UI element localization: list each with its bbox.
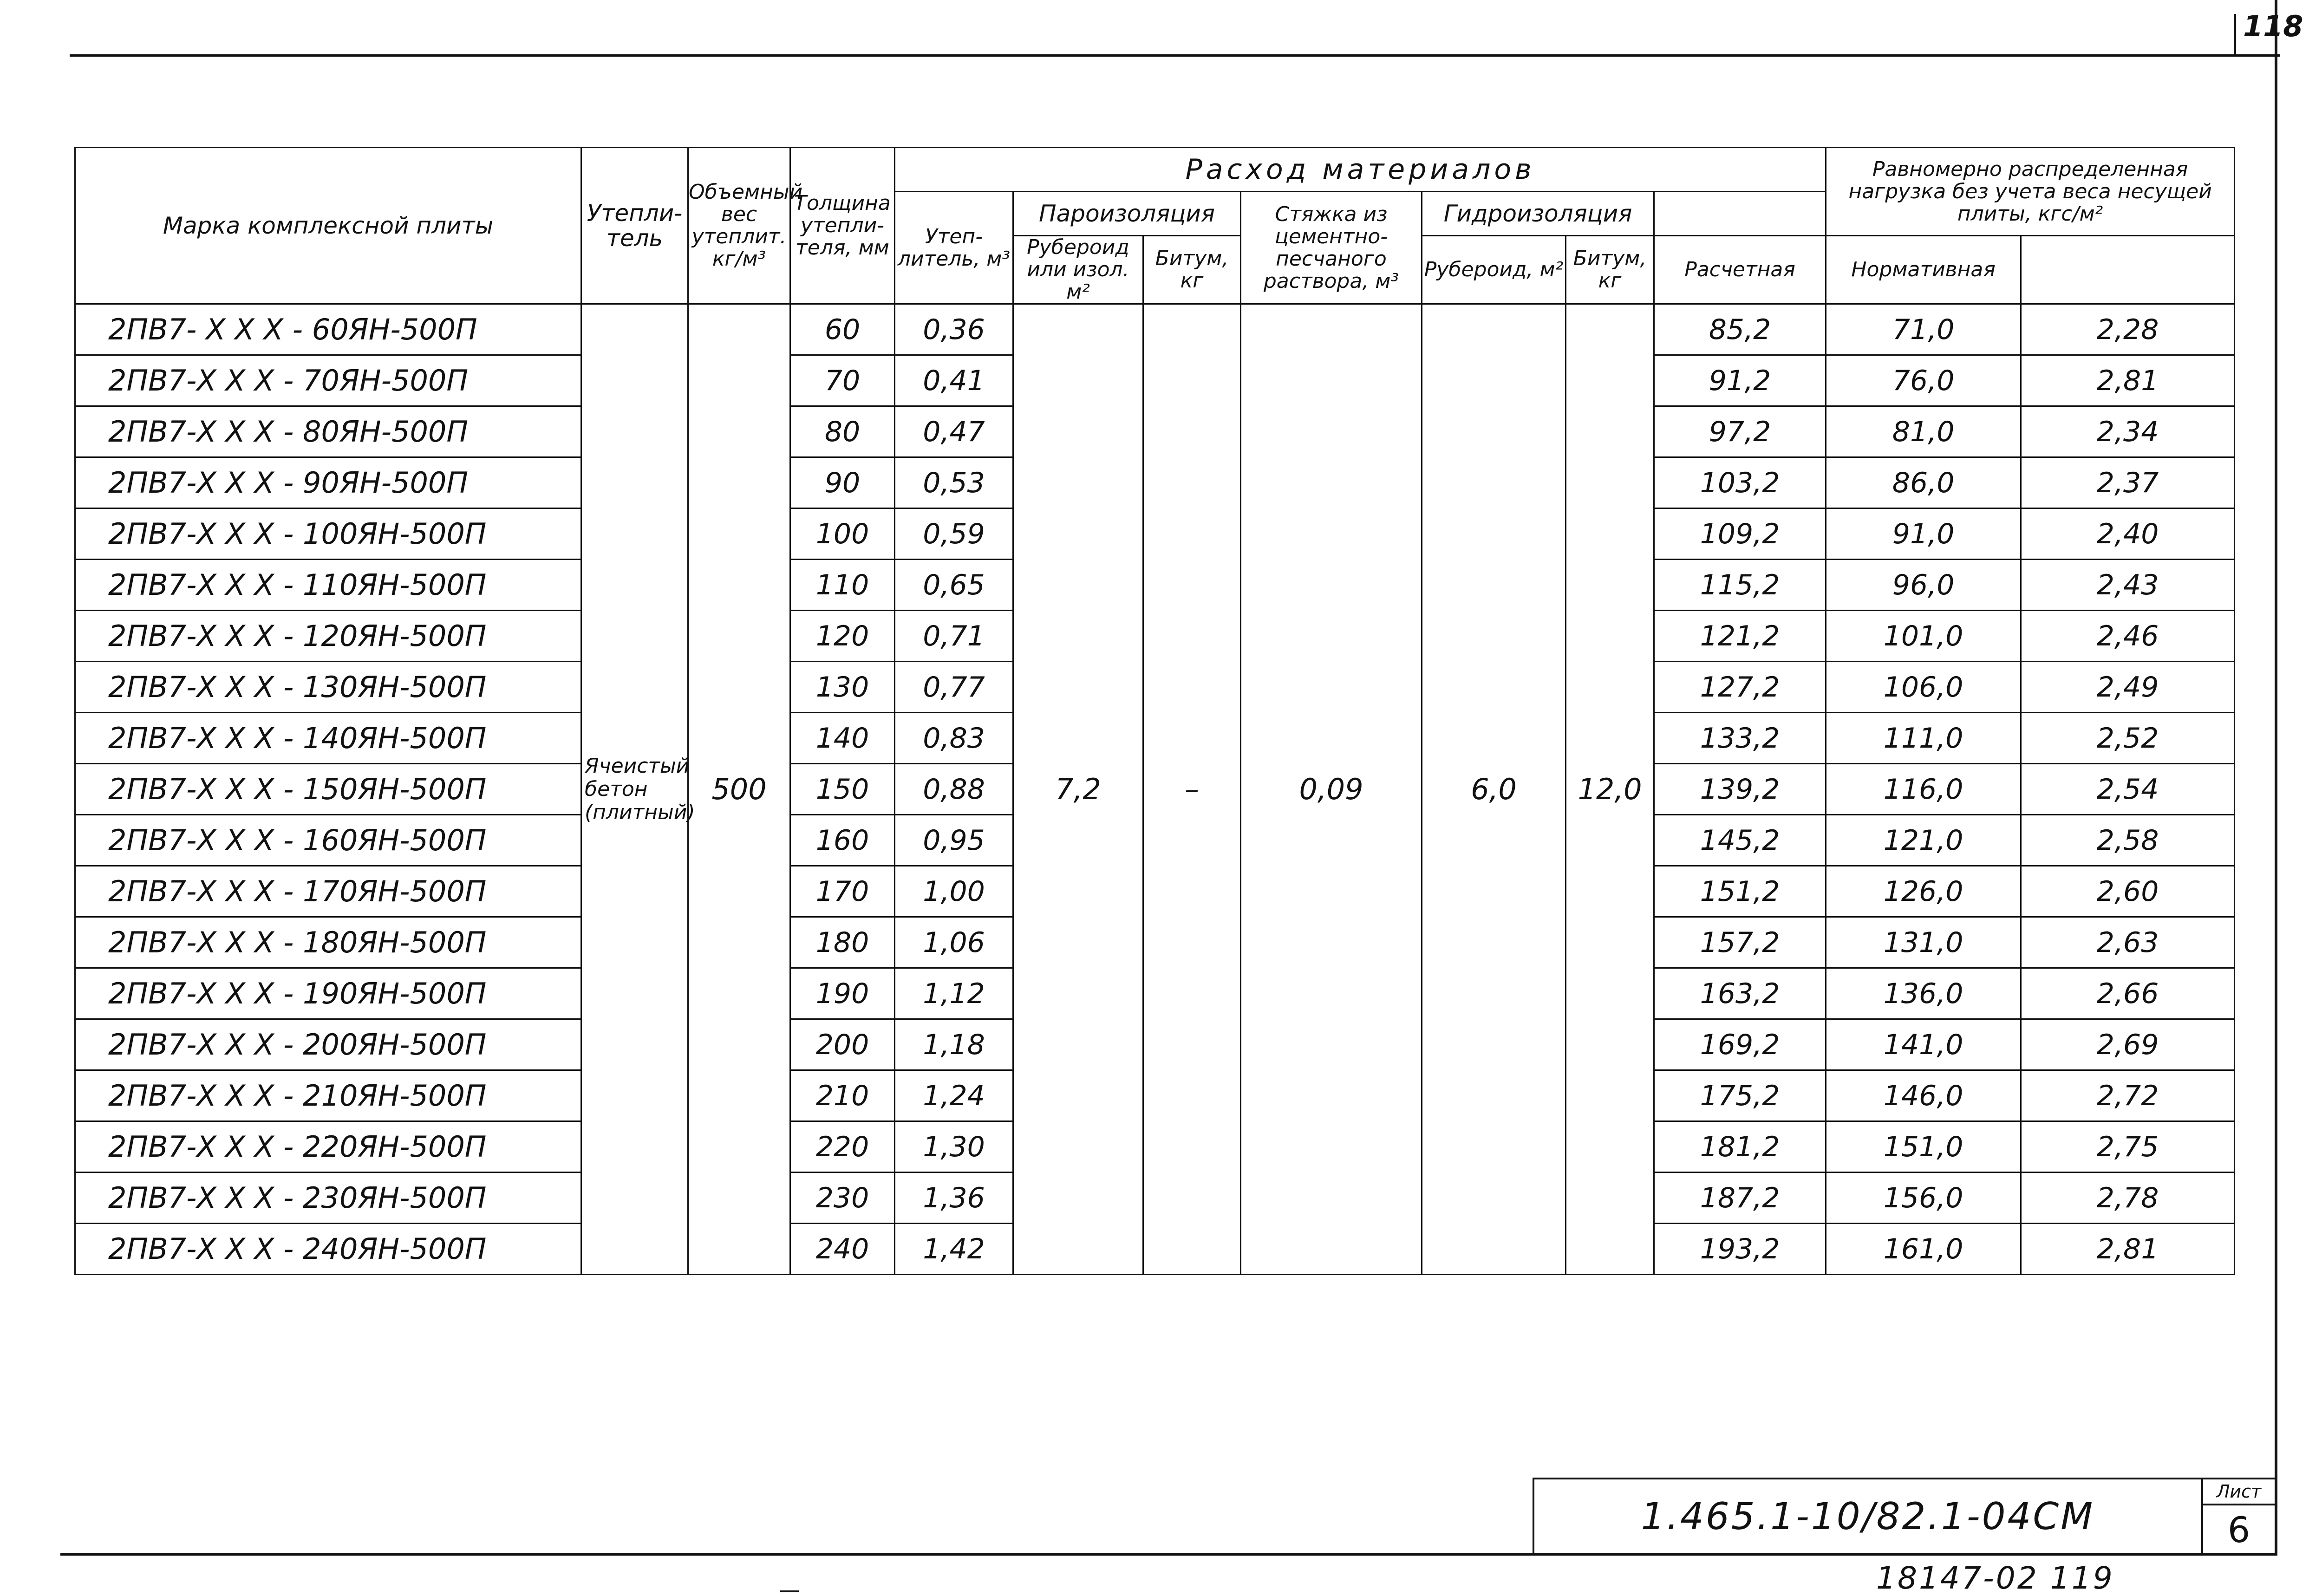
cell-thickness: 220 bbox=[790, 1121, 895, 1173]
cell-mark: 2ПВ7-X X X - 240ЯН-500П bbox=[75, 1224, 581, 1275]
cell-volume: 0,53 bbox=[895, 457, 1013, 508]
cell-mark: 2ПВ7-X X X - 170ЯН-500П bbox=[75, 866, 581, 917]
cell-load-normative: 111,0 bbox=[1826, 713, 2021, 764]
cell-volume: 0,47 bbox=[895, 406, 1013, 457]
cell-load-design: 157,2 bbox=[1654, 917, 1826, 968]
cell-mass: 2,37 bbox=[2021, 457, 2235, 508]
header-mark: Марка комплексной плиты bbox=[75, 148, 581, 304]
sheet-box bbox=[2201, 1478, 2276, 1555]
cell-mark: 2ПВ7-X X X - 220ЯН-500П bbox=[75, 1121, 581, 1173]
cell-volume: 0,95 bbox=[895, 815, 1013, 866]
cell-thickness: 160 bbox=[790, 815, 895, 866]
cell-mass: 2,72 bbox=[2021, 1070, 2235, 1121]
cell-load-normative: 86,0 bbox=[1826, 457, 2021, 508]
bottom-frame-line bbox=[60, 1553, 2276, 1556]
top-frame-line bbox=[70, 54, 2280, 57]
cell-load-normative: 151,0 bbox=[1826, 1121, 2021, 1173]
cell-volume: 1,00 bbox=[895, 866, 1013, 917]
cell-load-design: 91,2 bbox=[1654, 355, 1826, 406]
cell-load-design: 109,2 bbox=[1654, 508, 1826, 560]
header-hydro-group: Гидроизоляция bbox=[1422, 192, 1654, 236]
header-thickness: Толщина утепли-теля, мм bbox=[790, 148, 895, 304]
cell-load-design: 193,2 bbox=[1654, 1224, 1826, 1275]
cell-load-normative: 161,0 bbox=[1826, 1224, 2021, 1275]
header-insul-volume: Утеп-литель, м³ bbox=[895, 192, 1013, 304]
cell-hydro-ruberoid: 6,0 bbox=[1422, 304, 1566, 1275]
cell-load-design: 145,2 bbox=[1654, 815, 1826, 866]
header-load-design: Расчетная bbox=[1654, 236, 1826, 304]
cell-load-normative: 121,0 bbox=[1826, 815, 2021, 866]
cell-volume: 0,36 bbox=[895, 304, 1013, 355]
cell-mass: 2,75 bbox=[2021, 1121, 2235, 1173]
cell-thickness: 120 bbox=[790, 611, 895, 662]
cell-thickness: 200 bbox=[790, 1019, 895, 1070]
cell-mark: 2ПВ7-X X X - 100ЯН-500П bbox=[75, 508, 581, 560]
cell-load-normative: 116,0 bbox=[1826, 764, 2021, 815]
cell-thickness: 180 bbox=[790, 917, 895, 968]
cell-thickness: 70 bbox=[790, 355, 895, 406]
cell-vapor-bitumen: – bbox=[1143, 304, 1241, 1275]
cell-load-design: 103,2 bbox=[1654, 457, 1826, 508]
cell-thickness: 80 bbox=[790, 406, 895, 457]
cell-volume: 1,18 bbox=[895, 1019, 1013, 1070]
cell-load-normative: 91,0 bbox=[1826, 508, 2021, 560]
cell-load-normative: 76,0 bbox=[1826, 355, 2021, 406]
cell-mark: 2ПВ7-X X X - 210ЯН-500П bbox=[75, 1070, 581, 1121]
cell-load-normative: 146,0 bbox=[1826, 1070, 2021, 1121]
table-body bbox=[75, 304, 2235, 1275]
header-vapor-bitumen: Битум, кг bbox=[1143, 236, 1241, 304]
cell-load-normative: 136,0 bbox=[1826, 968, 2021, 1019]
cell-mass: 2,63 bbox=[2021, 917, 2235, 968]
cell-thickness: 90 bbox=[790, 457, 895, 508]
cell-volume: 1,06 bbox=[895, 917, 1013, 968]
table-header bbox=[75, 148, 2235, 304]
cell-volume: 0,83 bbox=[895, 713, 1013, 764]
cell-mass: 2,46 bbox=[2021, 611, 2235, 662]
cell-load-normative: 126,0 bbox=[1826, 866, 2021, 917]
cell-mass: 2,40 bbox=[2021, 508, 2235, 560]
cell-hydro-bitumen: 12,0 bbox=[1566, 304, 1654, 1275]
cell-mark: 2ПВ7-X X X - 180ЯН-500П bbox=[75, 917, 581, 968]
cell-thickness: 210 bbox=[790, 1070, 895, 1121]
cell-mass: 2,54 bbox=[2021, 764, 2235, 815]
header-vapor-ruberoid: Рубероид или изол. м² bbox=[1013, 236, 1143, 304]
cell-load-normative: 81,0 bbox=[1826, 406, 2021, 457]
cell-mass: 2,43 bbox=[2021, 560, 2235, 611]
header-density: Объемный вес утеплит. кг/м³ bbox=[688, 148, 790, 304]
cell-thickness: 140 bbox=[790, 713, 895, 764]
cell-mass: 2,58 bbox=[2021, 815, 2235, 866]
cell-volume: 1,42 bbox=[895, 1224, 1013, 1275]
cell-load-design: 151,2 bbox=[1654, 866, 1826, 917]
cell-mark: 2ПВ7-X X X - 120ЯН-500П bbox=[75, 611, 581, 662]
cell-mark: 2ПВ7-X X X - 160ЯН-500П bbox=[75, 815, 581, 866]
cell-load-design: 181,2 bbox=[1654, 1121, 1826, 1173]
cell-volume: 0,88 bbox=[895, 764, 1013, 815]
cell-mark: 2ПВ7-X X X - 140ЯН-500П bbox=[75, 713, 581, 764]
cell-mass: 2,60 bbox=[2021, 866, 2235, 917]
cell-volume: 1,12 bbox=[895, 968, 1013, 1019]
header-screed: Стяжка из цементно-песчаного раствора, м³ bbox=[1241, 192, 1422, 304]
cell-density: 500 bbox=[688, 304, 790, 1275]
document-designation: 1.465.1-10/82.1-04СМ bbox=[1533, 1478, 2201, 1555]
cell-screed: 0,09 bbox=[1241, 304, 1422, 1275]
cell-thickness: 240 bbox=[790, 1224, 895, 1275]
cell-mark: 2ПВ7- X X X - 60ЯН-500П bbox=[75, 304, 581, 355]
cell-thickness: 170 bbox=[790, 866, 895, 917]
cell-mark: 2ПВ7-X X X - 190ЯН-500П bbox=[75, 968, 581, 1019]
page-number: 118 bbox=[2243, 9, 2303, 43]
header-load-group: Равномерно распределенная нагрузка без учета веса несущей плиты, кгс/м² bbox=[1826, 148, 2235, 236]
sheet-number: 6 bbox=[2227, 1509, 2250, 1550]
cell-load-design: 163,2 bbox=[1654, 968, 1826, 1019]
cell-load-normative: 101,0 bbox=[1826, 611, 2021, 662]
cell-mass: 2,66 bbox=[2021, 968, 2235, 1019]
cell-mark: 2ПВ7-X X X - 200ЯН-500П bbox=[75, 1019, 581, 1070]
cell-thickness: 230 bbox=[790, 1173, 895, 1224]
cell-load-normative: 156,0 bbox=[1826, 1173, 2021, 1224]
cell-mass: 2,81 bbox=[2021, 1224, 2235, 1275]
cell-thickness: 190 bbox=[790, 968, 895, 1019]
cell-load-design: 127,2 bbox=[1654, 662, 1826, 713]
cell-mark: 2ПВ7-X X X - 90ЯН-500П bbox=[75, 457, 581, 508]
right-frame-line bbox=[2275, 0, 2277, 1556]
cell-mark: 2ПВ7-X X X - 230ЯН-500П bbox=[75, 1173, 581, 1224]
cell-load-normative: 106,0 bbox=[1826, 662, 2021, 713]
cell-volume: 1,36 bbox=[895, 1173, 1013, 1224]
cell-volume: 0,59 bbox=[895, 508, 1013, 560]
cell-mark: 2ПВ7-X X X - 80ЯН-500П bbox=[75, 406, 581, 457]
cell-mark: 2ПВ7-X X X - 70ЯН-500П bbox=[75, 355, 581, 406]
cell-load-design: 97,2 bbox=[1654, 406, 1826, 457]
header-hydro-bitumen: Битум, кг bbox=[1566, 236, 1654, 304]
table-row bbox=[75, 304, 2235, 355]
cell-load-design: 187,2 bbox=[1654, 1173, 1826, 1224]
cell-thickness: 150 bbox=[790, 764, 895, 815]
cell-load-design: 169,2 bbox=[1654, 1019, 1826, 1070]
cell-thickness: 130 bbox=[790, 662, 895, 713]
cell-mass: 2,69 bbox=[2021, 1019, 2235, 1070]
cell-vapor-ruberoid: 7,2 bbox=[1013, 304, 1143, 1275]
cell-load-design: 85,2 bbox=[1654, 304, 1826, 355]
cell-thickness: 100 bbox=[790, 508, 895, 560]
specification-table bbox=[74, 147, 2235, 1275]
cell-thickness: 60 bbox=[790, 304, 895, 355]
cell-volume: 0,41 bbox=[895, 355, 1013, 406]
cell-load-design: 175,2 bbox=[1654, 1070, 1826, 1121]
cell-load-normative: 71,0 bbox=[1826, 304, 2021, 355]
corner-tick-line bbox=[2234, 14, 2236, 56]
header-consumption-group: Расход материалов bbox=[895, 148, 1826, 192]
cell-load-design: 133,2 bbox=[1654, 713, 1826, 764]
cell-volume: 1,30 bbox=[895, 1121, 1013, 1173]
cell-volume: 1,24 bbox=[895, 1070, 1013, 1121]
cell-mass: 2,34 bbox=[2021, 406, 2235, 457]
header-insulation: Утепли-тель bbox=[581, 148, 688, 304]
header-vapor-group: Пароизоляция bbox=[1013, 192, 1241, 236]
sheet-label: Лист bbox=[2203, 1479, 2275, 1505]
cell-load-design: 139,2 bbox=[1654, 764, 1826, 815]
cell-mass: 2,81 bbox=[2021, 355, 2235, 406]
cell-mark: 2ПВ7-X X X - 130ЯН-500П bbox=[75, 662, 581, 713]
stray-mark bbox=[780, 1590, 799, 1592]
header-hydro-ruberoid: Рубероид, м² bbox=[1422, 236, 1566, 304]
cell-mark: 2ПВ7-X X X - 150ЯН-500П bbox=[75, 764, 581, 815]
cell-mark: 2ПВ7-X X X - 110ЯН-500П bbox=[75, 560, 581, 611]
cell-volume: 0,77 bbox=[895, 662, 1013, 713]
header-load-normative: Нормативная bbox=[1826, 236, 2021, 304]
cell-load-design: 115,2 bbox=[1654, 560, 1826, 611]
cell-volume: 0,71 bbox=[895, 611, 1013, 662]
cell-load-normative: 131,0 bbox=[1826, 917, 2021, 968]
cell-mass: 2,28 bbox=[2021, 304, 2235, 355]
cell-load-design: 121,2 bbox=[1654, 611, 1826, 662]
cell-mass: 2,78 bbox=[2021, 1173, 2235, 1224]
cell-volume: 0,65 bbox=[895, 560, 1013, 611]
cell-thickness: 110 bbox=[790, 560, 895, 611]
cell-mass: 2,49 bbox=[2021, 662, 2235, 713]
cell-load-normative: 96,0 bbox=[1826, 560, 2021, 611]
cell-mass: 2,52 bbox=[2021, 713, 2235, 764]
cell-insulation: Ячеистый бетон (плитный) bbox=[581, 304, 688, 1275]
archive-code: 18147-02 119 bbox=[1876, 1560, 2114, 1596]
cell-load-normative: 141,0 bbox=[1826, 1019, 2021, 1070]
